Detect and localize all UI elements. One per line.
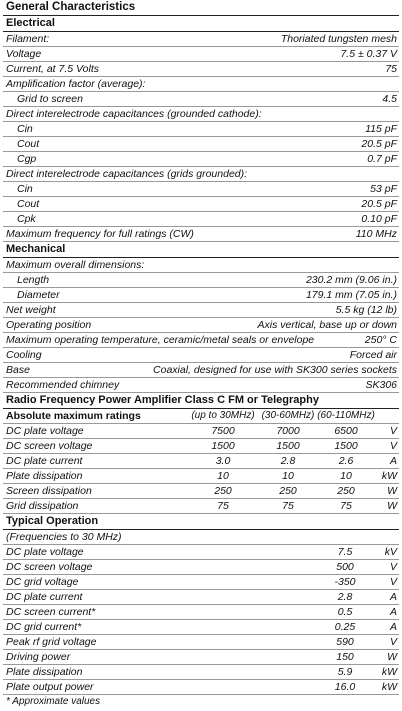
cell-60-110mhz: 250 (337, 485, 355, 497)
table-row (3, 212, 399, 227)
table-row (3, 107, 399, 122)
row-unit: V (389, 636, 397, 648)
mechanical-heading: Mechanical (3, 242, 399, 258)
row-label: Maximum frequency for full ratings (CW) (6, 228, 194, 240)
absolute-ratings-heading: Absolute maximum ratings (6, 410, 141, 422)
row-label: Cout (17, 198, 40, 210)
table-row (3, 484, 399, 499)
row-value: Thoriated tungsten mesh (280, 33, 397, 45)
table-row (3, 303, 399, 318)
row-value: 4.5 (382, 93, 397, 105)
row-label: Amplification factor (average): (6, 78, 146, 90)
row-value: 150 (336, 651, 354, 663)
row-unit: A (389, 621, 397, 633)
row-label: Voltage (6, 48, 42, 60)
row-unit: W (387, 500, 397, 512)
row-value: 590 (336, 636, 354, 648)
cell-60-110mhz: 2.6 (338, 455, 354, 467)
row-label: Length (17, 274, 50, 286)
row-label: DC grid current* (6, 621, 82, 633)
table-row (3, 378, 399, 393)
table-row (3, 363, 399, 378)
row-label: Direct interelectrode capacitances (grids grounded): (6, 168, 248, 180)
table-row (3, 620, 399, 635)
row-label: Plate dissipation (6, 470, 83, 482)
row-label: Maximum overall dimensions: (6, 259, 145, 271)
table-row (3, 333, 399, 348)
electrical-table (3, 32, 399, 242)
row-label: Cooling (6, 349, 42, 361)
electrical-heading: Electrical (3, 16, 399, 32)
cell-up-to-30mhz: 7500 (211, 425, 235, 437)
row-label: (Frequencies to 30 MHz) (6, 531, 122, 543)
row-value: 250° C (364, 334, 397, 346)
table-row (3, 575, 399, 590)
column-header-30-60mhz: (30-60MHz) (261, 410, 315, 421)
row-unit: kW (381, 681, 397, 693)
table-row (3, 167, 399, 182)
typical-operation-table (3, 530, 399, 695)
row-value: 16.0 (334, 681, 356, 693)
row-label: Plate dissipation (6, 666, 83, 678)
row-label: Grid dissipation (6, 500, 79, 512)
row-label: Base (6, 364, 30, 376)
row-unit: A (389, 591, 397, 603)
table-row (3, 47, 399, 62)
row-value: 20.5 pF (361, 198, 397, 210)
table-row (3, 454, 399, 469)
table-row (3, 62, 399, 77)
row-label: Cpk (17, 213, 36, 225)
row-value: Forced air (349, 349, 397, 361)
table-row (3, 439, 399, 454)
row-value: Axis vertical, base up or down (257, 319, 397, 331)
cell-up-to-30mhz: 75 (217, 500, 229, 512)
table-row (3, 258, 399, 273)
row-label: DC screen current* (6, 606, 96, 618)
row-unit: V (389, 440, 397, 452)
table-row (3, 680, 399, 695)
row-unit: A (389, 455, 397, 467)
table-row (3, 273, 399, 288)
row-label: Current, at 7.5 Volts (6, 63, 99, 75)
row-label: Maximum operating temperature, ceramic/metal seals or envelope (6, 334, 315, 346)
cell-30-60mhz: 7000 (276, 425, 300, 437)
row-value: 75 (385, 63, 397, 75)
row-value: 115 pF (365, 123, 397, 135)
row-unit: V (389, 561, 397, 573)
table-row (3, 318, 399, 333)
table-row (3, 650, 399, 665)
row-value: 500 (336, 561, 354, 573)
table-row (3, 137, 399, 152)
row-value (397, 258, 399, 272)
row-label: Net weight (6, 304, 56, 316)
row-value: 5.5 kg (12 lb) (335, 304, 397, 316)
row-label: DC grid voltage (6, 576, 79, 588)
row-unit: kW (381, 666, 397, 678)
cell-30-60mhz: 75 (282, 500, 294, 512)
typical-operation-heading: Typical Operation (3, 514, 399, 530)
table-row (3, 560, 399, 575)
table-row (3, 288, 399, 303)
row-value (315, 530, 375, 544)
table-row (3, 530, 399, 545)
row-unit: A (389, 606, 397, 618)
row-label: DC plate voltage (6, 546, 84, 558)
cell-up-to-30mhz: 10 (217, 470, 229, 482)
table-row (3, 92, 399, 107)
row-label: Filament: (6, 33, 50, 45)
row-label: Operating position (6, 319, 92, 331)
row-unit: W (387, 485, 397, 497)
table-row (3, 424, 399, 439)
row-unit: W (387, 651, 397, 663)
table-row (3, 152, 399, 167)
row-label: Cin (17, 123, 33, 135)
cell-30-60mhz: 1500 (276, 440, 300, 452)
row-value: 0.25 (334, 621, 356, 633)
row-label: Cin (17, 183, 33, 195)
row-value: 7.5 ± 0.37 V (340, 48, 397, 60)
row-value (397, 107, 399, 121)
row-unit: kV (384, 546, 397, 558)
row-value: 20.5 pF (361, 138, 397, 150)
table-row (3, 605, 399, 620)
row-label: Cgp (17, 153, 37, 165)
page-title: General Characteristics (3, 0, 399, 16)
table-row (3, 665, 399, 680)
row-value: SK306 (365, 379, 397, 391)
table-row (3, 227, 399, 242)
column-header-60-110mhz: (60-110MHz) (317, 410, 375, 421)
row-value: 179.1 mm (7.05 in.) (305, 289, 397, 301)
row-value (397, 77, 399, 91)
row-value (397, 167, 399, 181)
row-label: Plate output power (6, 681, 94, 693)
row-value: 53 pF (370, 183, 397, 195)
cell-60-110mhz: 75 (340, 500, 352, 512)
table-row (3, 469, 399, 484)
row-unit (375, 530, 399, 544)
row-label: Driving power (6, 651, 71, 663)
row-value: 7.5 (337, 546, 353, 558)
cell-60-110mhz: 10 (340, 470, 352, 482)
cell-up-to-30mhz: 3.0 (215, 455, 231, 467)
row-value: 0.10 pF (361, 213, 397, 225)
row-label: DC plate current (6, 591, 83, 603)
rf-amplifier-heading: Radio Frequency Power Amplifier Class C FM or Telegraphy (3, 393, 399, 409)
table-row (3, 348, 399, 363)
row-value: 0.5 (337, 606, 353, 618)
row-unit: kW (381, 470, 397, 482)
table-row (3, 32, 399, 47)
row-unit: V (389, 576, 397, 588)
row-label: Direct interelectrode capacitances (grounded cathode): (6, 108, 262, 120)
cell-60-110mhz: 1500 (334, 440, 358, 452)
row-label: DC screen voltage (6, 440, 93, 452)
cell-up-to-30mhz: 250 (214, 485, 232, 497)
cell-up-to-30mhz: 1500 (211, 440, 235, 452)
row-value: 110 MHz (355, 228, 397, 240)
row-unit: V (389, 425, 397, 437)
cell-30-60mhz: 2.8 (280, 455, 296, 467)
column-header-up-to-30mhz: (up to 30MHz) (191, 410, 255, 421)
cell-60-110mhz: 6500 (334, 425, 358, 437)
table-row (3, 122, 399, 137)
row-label: Recommended chimney (6, 379, 120, 391)
table-row (3, 499, 399, 514)
table-row (3, 182, 399, 197)
table-row (3, 77, 399, 92)
row-value: 0.7 pF (367, 153, 397, 165)
row-label: Peak rf grid voltage (6, 636, 97, 648)
table-row (3, 590, 399, 605)
row-value: 2.8 (337, 591, 353, 603)
row-label: Screen dissipation (6, 485, 92, 497)
row-label: Diameter (17, 289, 60, 301)
row-label: DC plate voltage (6, 425, 84, 437)
absolute-ratings-table (3, 424, 399, 514)
row-label: Grid to screen (17, 93, 83, 105)
absolute-ratings-header-row (3, 409, 399, 424)
row-value: 230.2 mm (9.06 in.) (305, 274, 397, 286)
mechanical-table (3, 258, 399, 393)
row-label: DC plate current (6, 455, 83, 467)
cell-30-60mhz: 250 (279, 485, 297, 497)
row-value: Coaxial, designed for use with SK300 series sockets (153, 364, 397, 376)
table-row (3, 197, 399, 212)
row-value: 5.9 (337, 666, 353, 678)
footnote: * Approximate values (6, 696, 101, 707)
table-row (3, 635, 399, 650)
row-label: Cout (17, 138, 40, 150)
table-row (3, 545, 399, 560)
row-label: DC screen voltage (6, 561, 93, 573)
row-value: -350 (334, 576, 356, 588)
cell-30-60mhz: 10 (282, 470, 294, 482)
